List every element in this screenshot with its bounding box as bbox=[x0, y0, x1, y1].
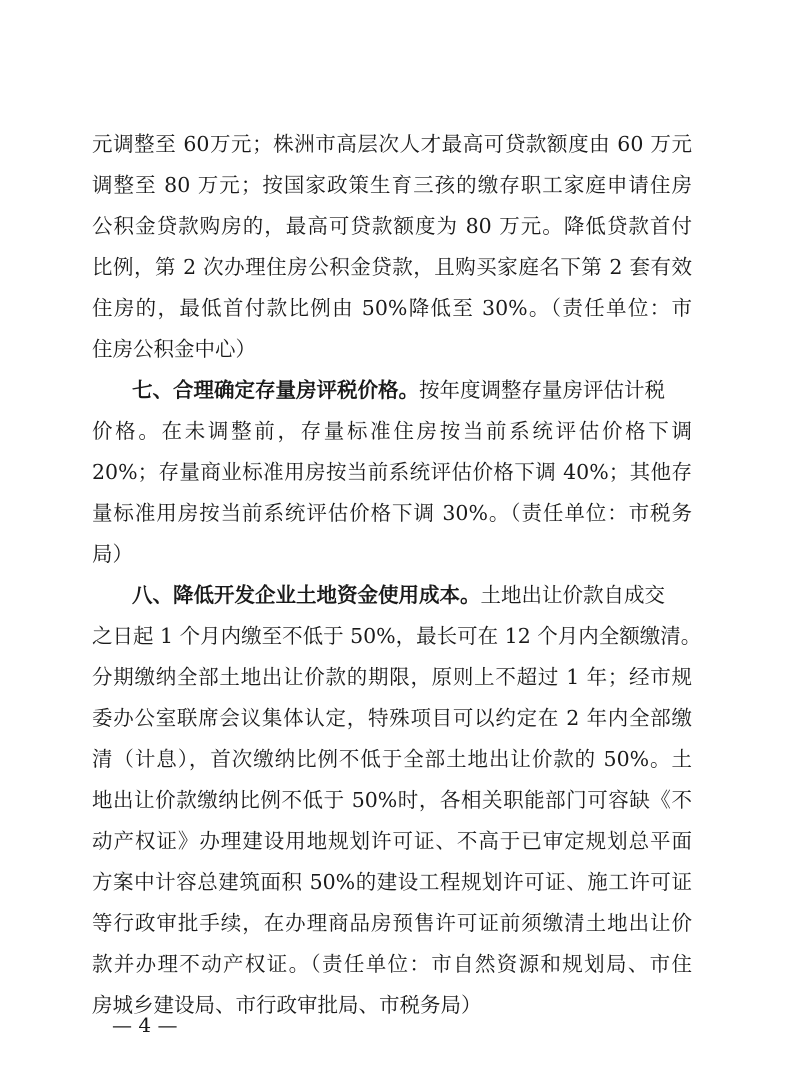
section-7-first-line-text: 按年度调整存量房评估计税 bbox=[419, 378, 665, 402]
section-8-first-line bbox=[132, 582, 692, 608]
body-line: 地出让价款缴纳比例不低于 50%时，各相关职能部门可容缺《不 bbox=[92, 788, 692, 812]
body-line: 方案中计容总建筑面积 50%的建设工程规划许可证、施工许可证 bbox=[92, 870, 692, 894]
body-line: 委办公室联席会议集体认定，特殊项目可以约定在 2 年内全部缴 bbox=[92, 706, 692, 730]
body-line: 等行政审批手续，在办理商品房预售许可证前须缴清土地出让价 bbox=[92, 911, 692, 935]
body-line: 比例，第 2 次办理住房公积金贷款，且购买家庭名下第 2 套有效 bbox=[92, 255, 692, 279]
body-line: 公积金贷款购房的，最高可贷款额度为 80 万元。降低贷款首付 bbox=[92, 214, 692, 238]
body-line: 之日起 1 个月内缴至不低于 50%，最长可在 12 个月内全额缴清。 bbox=[92, 624, 702, 648]
section-7-heading: 七、合理确定存量房评税价格。 bbox=[132, 378, 419, 402]
section-7-first-line bbox=[132, 377, 692, 403]
page-number: — 4 — bbox=[112, 1013, 178, 1037]
body-line: 分期缴纳全部土地出让价款的期限，原则上不超过 1 年；经市规 bbox=[92, 665, 692, 689]
body-line: 动产权证》办理建设用地规划许可证、不高于已审定规划总平面 bbox=[92, 829, 692, 853]
section-8-first-line-text: 土地出让价款自成交 bbox=[480, 583, 665, 607]
body-line: 房城乡建设局、市行政审批局、市税务局） bbox=[92, 993, 482, 1017]
section-8-heading: 八、降低开发企业土地资金使用成本。 bbox=[132, 583, 481, 607]
body-line: 清（计息），首次缴纳比例不低于全部土地出让价款的 50%。土 bbox=[92, 747, 692, 771]
body-line: 局） bbox=[92, 542, 133, 566]
body-line: 款并办理不动产权证。（责任单位：市自然资源和规划局、市住 bbox=[92, 952, 692, 976]
body-line: 住房的，最低首付款比例由 50%降低至 30%。（责任单位：市 bbox=[92, 296, 692, 320]
body-line: 20%；存量商业标准用房按当前系统评估价格下调 40%；其他存 bbox=[92, 460, 692, 484]
body-line: 价格。在未调整前，存量标准住房按当前系统评估价格下调 bbox=[92, 419, 692, 443]
body-line: 元调整至 60万元；株洲市高层次人才最高可贷款额度由 60 万元 bbox=[92, 132, 692, 156]
body-line: 调整至 80 万元；按国家政策生育三孩的缴存职工家庭申请住房 bbox=[92, 173, 692, 197]
body-line: 住房公积金中心） bbox=[92, 337, 256, 361]
body-line: 量标准用房按当前系统评估价格下调 30%。（责任单位：市税务 bbox=[92, 501, 692, 525]
